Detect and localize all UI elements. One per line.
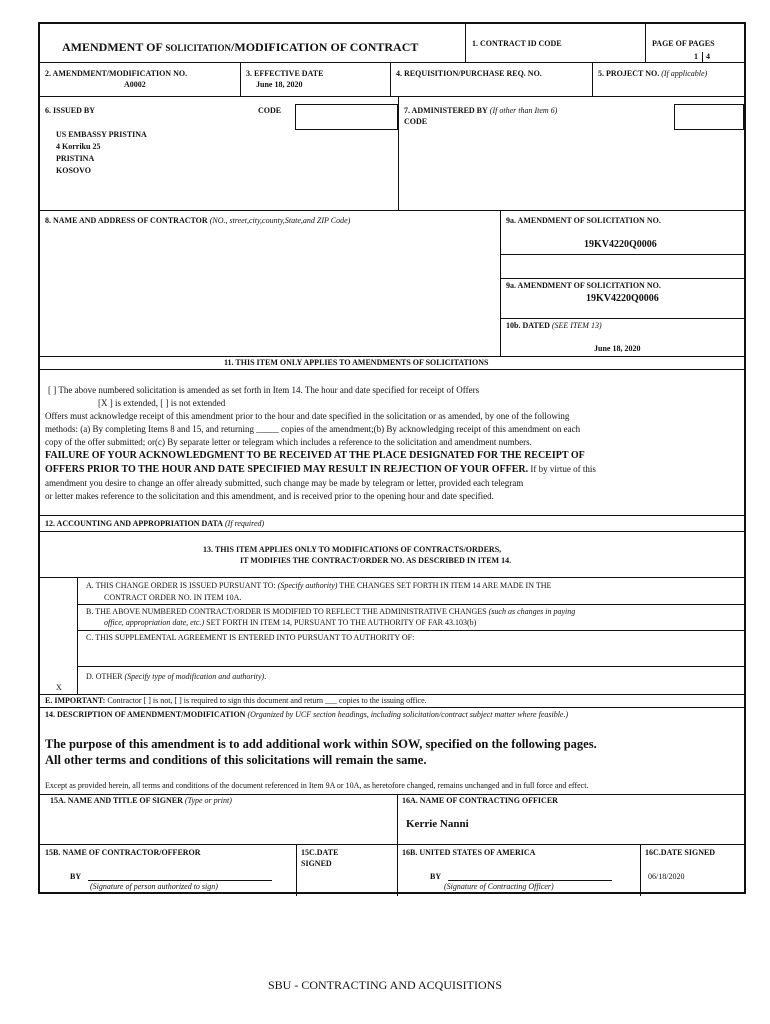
signature-caption-contractor: (Signature of person authorized to sign)	[90, 882, 218, 891]
signer-16b-label: 16B. UNITED STATES OF AMERICA	[402, 848, 536, 857]
rule-signers-mid	[40, 844, 744, 845]
solicitation-9a-value: 19KV4220Q0006	[584, 239, 657, 250]
rule-v-signers2	[296, 844, 297, 896]
rule-13d	[40, 694, 744, 695]
admin-code-label: CODE	[404, 117, 428, 126]
item12-label: 12. ACCOUNTING AND APPROPRIATION DATA (If required)	[45, 519, 265, 528]
item14-label: 14. DESCRIPTION OF AMENDMENT/MODIFICATION (Organized by UCF section headings, including solicitation/contract subject matter where feasible.)	[45, 710, 569, 719]
item13-heading-2: IT MODIFIES THE CONTRACT/ORDER NO. AS DESCRIBED IN ITEM 14.	[240, 556, 512, 565]
rule-v-signers3	[640, 844, 641, 896]
rule-v-signers1	[397, 794, 398, 896]
rule-item11-bottom	[40, 369, 744, 370]
by-label-officer: BY	[430, 872, 442, 881]
requisition-label: 4. REQUISITION/PURCHASE REQ. NO.	[396, 69, 542, 78]
pages-value: 4	[706, 52, 710, 61]
rule-item11-top	[40, 356, 744, 357]
amend-label: 2. AMENDMENT/MODIFICATION NO.	[45, 69, 188, 78]
item11-line-8: amendment you desire to change an offer already submitted, such change may be made by telegram or letter, provided each telegram	[45, 478, 524, 488]
rule-row2	[40, 96, 744, 97]
issued-by-label: 6. ISSUED BY	[45, 106, 96, 115]
rule-v-item9	[500, 210, 501, 356]
rule-item12-bottom	[40, 531, 744, 532]
rule-13c	[77, 666, 744, 667]
rule-13a	[77, 604, 744, 605]
item11-line-9: or letter makes reference to the solicitation and this amendment, and is received prior to the opening hour and date specified.	[45, 491, 494, 501]
form-title: AMENDMENT OF SOLICITATION/MODIFICATION OF CONTRACT	[62, 40, 419, 54]
contracting-officer-name: Kerrie Nanni	[406, 818, 469, 830]
signer-16c-label: 16C.DATE SIGNED	[645, 848, 716, 857]
rule-v-header1	[465, 24, 466, 62]
contract-id-label: 1. CONTRACT ID CODE	[472, 39, 562, 48]
rule-row3	[40, 210, 744, 211]
administered-by-label: 7. ADMINISTERED BY (If other than Item 6)	[404, 106, 558, 115]
solicitation-9a-label: 9a. AMENDMENT OF SOLICITATION NO.	[506, 216, 661, 225]
item11-line-3: Offers must acknowledge receipt of this amendment prior to the hour and date specified in the solicitation or as amended, by one of the following	[45, 411, 570, 421]
issuer-line-3: PRISTINA	[56, 154, 95, 163]
solicitation-9b-value: 19KV4220Q0006	[586, 293, 659, 304]
rule-v-row3	[398, 96, 399, 210]
signature-caption-officer: (Signature of Contracting Officer)	[444, 882, 554, 891]
item13b-line-2: office, appropriation date, etc.) SET FORTH IN ITEM 14, PURSUANT TO THE AUTHORITY OF FAR 43.103(b)	[104, 618, 477, 627]
contractor-label: 8. NAME AND ADDRESS OF CONTRACTOR (NO., street,city,county,State,and ZIP Code)	[45, 216, 351, 225]
page-label: PAGE OF PAGES	[652, 39, 715, 48]
item11-warning-2: OFFERS PRIOR TO THE HOUR AND DATE SPECIFIED MAY RESULT IN REJECTION OF YOUR OFFER. If by virtue of this	[45, 464, 596, 475]
item14-body-2: All other terms and conditions of this solicitations will remain the same.	[45, 753, 427, 767]
signer-16a-label: 16A. NAME OF CONTRACTING OFFICER	[402, 796, 558, 805]
rule-item13-bottom	[40, 577, 744, 578]
issuer-line-2: 4 Korriku 25	[56, 142, 101, 151]
item13a-line-2: CONTRACT ORDER NO. IN ITEM 10A.	[104, 593, 242, 602]
page-footer: SBU - CONTRACTING AND ACQUISITIONS	[267, 978, 502, 992]
amendment-form	[38, 22, 746, 894]
item13a-line-1: A. THIS CHANGE ORDER IS ISSUED PURSUANT TO: (Specify authority) THE CHANGES SET FORTH IN ITEM 14 ARE MADE IN THE	[86, 581, 552, 590]
signer-15c-label-2: SIGNED	[301, 859, 332, 868]
item11-line-4: methods: (a) By completing Items 8 and 15, and returning _____ copies of the amendment;(b) By acknowledging receipt of this amendment on each	[45, 424, 581, 434]
rule-v-row2b	[390, 62, 391, 96]
issued-code-label: CODE	[258, 106, 282, 115]
item13d-checkbox[interactable]: X	[56, 683, 62, 692]
page-divider	[702, 52, 703, 62]
item11-heading: 11. THIS ITEM ONLY APPLIES TO AMENDMENTS OF SOLICITATIONS	[224, 358, 489, 367]
project-label: 5. PROJECT NO. (If applicable)	[598, 69, 708, 78]
rule-itemE	[40, 707, 744, 708]
effective-date-label: 3. EFFECTIVE DATE	[246, 69, 324, 78]
item13d-line: D. OTHER (Specify type of modification and authority).	[86, 672, 267, 681]
item13-heading-1: 13. THIS ITEM APPLIES ONLY TO MODIFICATIONS OF CONTRACTS/ORDERS,	[203, 545, 502, 554]
item11-warning-1: FAILURE OF YOUR ACKNOWLEDGMENT TO BE RECEIVED AT THE PLACE DESIGNATED FOR THE RECEIPT OF	[45, 450, 585, 461]
issuer-line-4: KOSOVO	[56, 166, 91, 175]
rule-v-row2c	[592, 62, 593, 96]
dated-value: June 18, 2020	[594, 344, 641, 353]
rule-13b	[77, 630, 744, 631]
item11-line-2: [X ] is extended, [ ] is not extended	[98, 398, 226, 408]
signer-15a-label: 15A. NAME AND TITLE OF SIGNER (Type or print)	[50, 796, 232, 805]
item11-line-5: copy of the offer submitted; or(c) By separate letter or telegram which includes a reference to the solicitation and amendment numbers.	[45, 437, 532, 447]
item13c-line: C. THIS SUPPLEMENTAL AGREEMENT IS ENTERED INTO PURSUANT TO AUTHORITY OF:	[86, 633, 415, 642]
important-note: E. IMPORTANT: Contractor [ ] is not, [ ] is required to sign this document and return ___ copies to the issuing office.	[45, 696, 427, 705]
item14-except: Except as provided herein, all terms and conditions of the document referenced in Item 9A or 10A, as heretofore changed, remains unchanged and in full force and effect.	[45, 781, 589, 790]
dated-label: 10b. DATED (SEE ITEM 13)	[506, 321, 602, 330]
rule-9a-mid	[500, 254, 744, 255]
rule-row1	[40, 62, 744, 63]
amend-value: A0002	[124, 80, 146, 89]
issued-code-box[interactable]	[295, 104, 398, 130]
issuer-line-1: US EMBASSY PRISTINA	[56, 130, 147, 139]
signer-15c-label-1: 15C.DATE	[301, 848, 339, 857]
rule-9b-bottom	[500, 318, 744, 319]
item11-line-1: [ ] The above numbered solicitation is amended as set forth in Item 14. The hour and date specified for receipt of Offers	[48, 385, 480, 395]
rule-v-item13	[77, 577, 78, 694]
signature-line-officer[interactable]	[448, 880, 612, 881]
page-value: 1	[694, 52, 698, 61]
rule-9a-bottom	[500, 278, 744, 279]
rule-item12-top	[40, 515, 744, 516]
solicitation-9b-label: 9a. AMENDMENT OF SOLICITATION NO.	[506, 281, 661, 290]
item13b-line-1: B. THE ABOVE NUMBERED CONTRACT/ORDER IS MODIFIED TO REFLECT THE ADMINISTRATIVE CHANGES (such as changes in paying	[86, 607, 576, 616]
by-label-contractor: BY	[70, 872, 82, 881]
rule-v-row2a	[240, 62, 241, 96]
signer-15b-label: 15B. NAME OF CONTRACTOR/OFFEROR	[45, 848, 201, 857]
item14-body-1: The purpose of this amendment is to add additional work within SOW, specified on the following pages.	[45, 737, 597, 751]
admin-code-box[interactable]	[674, 104, 744, 130]
date-signed-value: 06/18/2020	[648, 872, 685, 881]
signature-line-contractor[interactable]	[88, 880, 272, 881]
rule-v-header2	[645, 24, 646, 62]
rule-item14-bottom	[40, 794, 744, 795]
effective-date-value: June 18, 2020	[256, 80, 303, 89]
